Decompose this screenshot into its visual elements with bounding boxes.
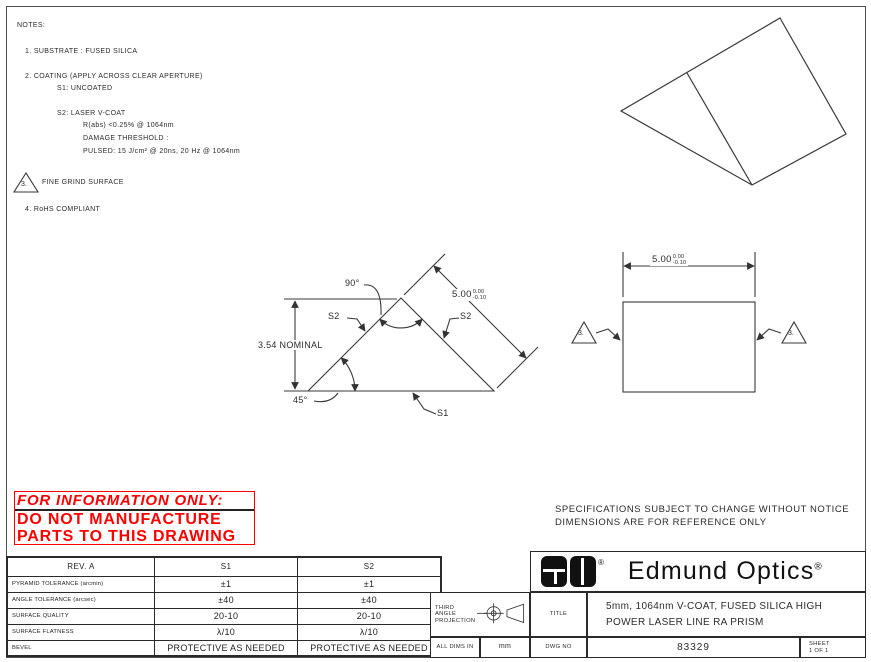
info-box-line2: DO NOT MANUFACTURE (17, 511, 222, 528)
note-s1-uncoated: S1: UNCOATED (57, 85, 113, 92)
row-s1-value: ±1 (155, 576, 298, 592)
for-information-only-box (14, 491, 255, 545)
surface-flag-right-icon (782, 322, 806, 343)
note-coating: 2. COATING (APPLY ACROSS CLEAR APERTURE) (25, 73, 203, 80)
row-label: PYRAMID TOLERANCE (arcmin) (7, 576, 155, 592)
surface-flag-left-icon (572, 322, 596, 343)
table-row (7, 557, 441, 576)
front-s2-left-label: S2 (328, 311, 340, 321)
s2-header-cell: S2 (298, 557, 442, 576)
notes-heading: NOTES: (17, 22, 46, 29)
dimension-value: 5.00 (452, 289, 472, 300)
tolerance-lower: -0.10 (672, 260, 687, 266)
edmund-optics-logo (541, 556, 823, 587)
side-flag-right-number: 3. (788, 330, 794, 337)
row-s1-value: ±40 (155, 592, 298, 608)
note-s2-reflectance: R(abs) <0.25% @ 1064nm (83, 122, 174, 129)
tolerance-upper: 0.00 (672, 254, 685, 260)
row-label: SURFACE FLATNESS (7, 624, 155, 640)
fine-grind-flag-number: 3. (21, 181, 27, 188)
disclaimer-line1: SPECIFICATIONS SUBJECT TO CHANGE WITHOUT NOTICE (555, 504, 850, 515)
rev-header-cell: REV. A (7, 557, 155, 576)
front-base-angle-label: 45° (293, 395, 308, 405)
note-fine-grind: FINE GRIND SURFACE (42, 179, 124, 186)
drawing-title-line2: POWER LASER LINE RA PRISM (606, 616, 764, 628)
row-s2-value: ±40 (298, 592, 442, 608)
drawing-title-line1: 5mm, 1064nm V-COAT, FUSED SILICA HIGH (606, 600, 823, 612)
info-box-line1: FOR INFORMATION ONLY: (15, 492, 254, 511)
front-hypotenuse-dimension (450, 289, 488, 301)
projection-cell (430, 592, 530, 637)
sheet-number-cell (800, 637, 866, 658)
front-apex-angle-label: 90° (345, 278, 360, 288)
front-height-dimension: 3.54 NOMINAL (258, 340, 323, 350)
eo-logo-o-icon (570, 556, 596, 587)
projection-label: THIRD ANGLE PROJECTION (435, 604, 476, 624)
row-s2-value: PROTECTIVE AS NEEDED (298, 640, 442, 656)
brand-registered-mark: ® (814, 561, 823, 573)
title-text-cell (587, 592, 866, 637)
row-label: ANGLE TOLERANCE (arcsec) (7, 592, 155, 608)
row-s2-value: λ/10 (298, 624, 442, 640)
dims-label: ALL DIMS IN (436, 644, 474, 651)
dwg-number-cell (587, 637, 800, 658)
disclaimer-text (555, 504, 849, 529)
row-label: BEVEL (7, 640, 155, 656)
dwg-label: DWG NO (545, 644, 572, 651)
disclaimer-line2: DIMENSIONS ARE FOR REFERENCE ONLY (555, 516, 767, 528)
logo-cell (530, 551, 866, 592)
dwg-label-cell (530, 637, 587, 658)
row-s2-value: ±1 (298, 576, 442, 592)
table-row (7, 624, 441, 640)
row-s1-value: PROTECTIVE AS NEEDED (155, 640, 298, 656)
s1-header-cell: S1 (155, 557, 298, 576)
note-s2-damage-threshold: DAMAGE THRESHOLD : (83, 135, 169, 142)
brand-name: Edmund Optics® (627, 557, 823, 585)
note-substrate: 1. SUBSTRATE : FUSED SILICA (25, 48, 138, 55)
third-angle-projection-icon (477, 598, 529, 632)
table-row (7, 592, 441, 608)
dims-unit: mm (498, 643, 512, 651)
sheet-label: SHEET (809, 641, 830, 647)
table-row (7, 640, 441, 656)
info-box-line3: PARTS TO THIS DRAWING (17, 528, 236, 545)
note-rohs: 4. RoHS COMPLIANT (25, 206, 101, 213)
table-row (7, 576, 441, 592)
note-s2-vcoat: S2: LASER V-COAT (57, 110, 126, 117)
logo-registered-mark: ® (598, 558, 604, 567)
front-s1-label: S1 (437, 408, 449, 418)
front-s2-right-label: S2 (460, 311, 472, 321)
row-s1-value: 20-10 (155, 608, 298, 624)
row-label: SURFACE QUALITY (7, 608, 155, 624)
tolerance-upper: 0.00 (472, 289, 485, 295)
surface-spec-table (6, 556, 442, 657)
dimension-value: 5.00 (652, 254, 672, 265)
side-width-dimension (650, 254, 688, 266)
tolerance-lower: -0.10 (472, 295, 487, 301)
front-view-linework (284, 254, 538, 414)
table-row (7, 608, 441, 624)
title-label: TITLE (549, 611, 568, 618)
dims-unit-cell (480, 637, 530, 658)
sheet-value: 1 OF 1 (809, 647, 829, 654)
dwg-number: 83329 (677, 642, 710, 653)
title-label-cell (530, 592, 587, 637)
side-flag-left-number: 3. (578, 330, 584, 337)
row-s2-value: 20-10 (298, 608, 442, 624)
dims-label-cell (430, 637, 480, 658)
side-view-linework (572, 252, 806, 392)
isometric-prism-view (621, 18, 846, 185)
row-s1-value: λ/10 (155, 624, 298, 640)
eo-logo-e-icon (541, 556, 567, 587)
note-s2-pulsed: PULSED: 15 J/cm² @ 20ns, 20 Hz @ 1064nm (83, 148, 241, 155)
